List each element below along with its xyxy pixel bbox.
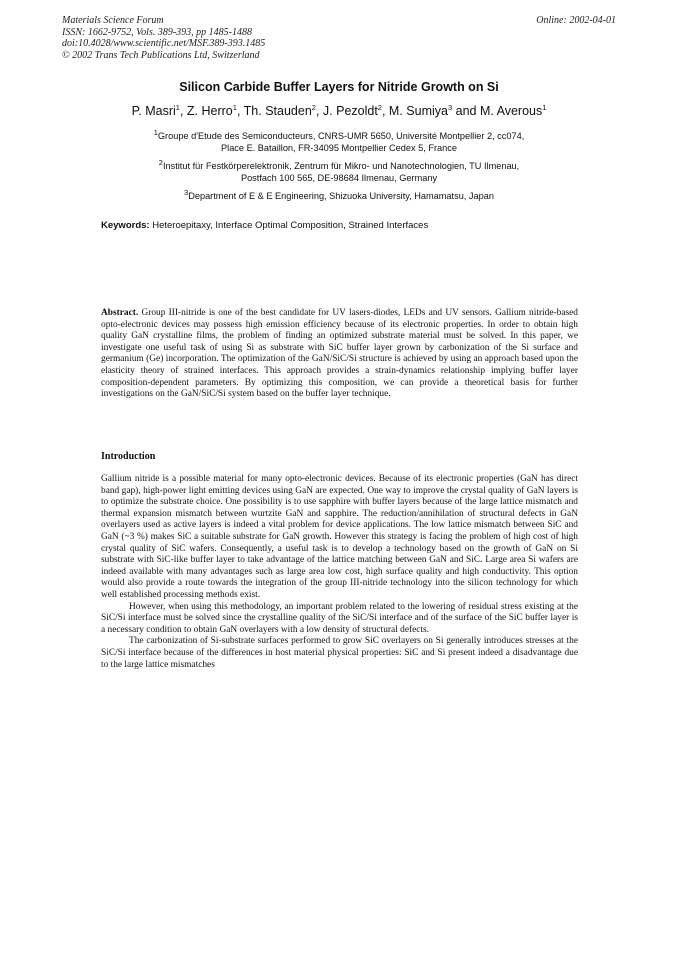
author-affiliation-mark: 1 <box>175 103 180 112</box>
author-affiliation-mark: 1 <box>542 103 547 112</box>
author-name: Th. Stauden <box>243 104 312 119</box>
affiliation-1 <box>0 127 678 154</box>
abstract <box>101 308 578 401</box>
paper-title: Silicon Carbide Buffer Layers for Nitride Growth on Si <box>179 80 499 94</box>
author-affiliation-mark: 2 <box>377 103 382 112</box>
online-date: Online: 2002-04-01 <box>536 15 616 26</box>
author-affiliation-mark: 3 <box>447 103 453 112</box>
affiliation-line: Place E. Bataillon, FR-34095 Montpellier Cedex 5, France <box>221 143 457 154</box>
paragraph: The carbonization of Si-substrate surfaces performed to grow SiC overlayers on Si generally introduces stresses at the SiC/Si interface because of the differences in host material physical properties: SiC and Si present indeed a disadvantage due to the large lattice mismatches <box>101 636 578 670</box>
journal-name: Materials Science Forum <box>62 15 164 26</box>
affiliation-number: 3 <box>184 188 189 197</box>
introduction-body <box>101 474 578 671</box>
section-heading-introduction: Introduction <box>101 451 156 462</box>
abstract-label: Abstract. <box>101 308 139 318</box>
author-name: M. Sumiya <box>388 104 448 119</box>
keywords-label: Keywords: <box>101 220 150 231</box>
affiliation-line: Institut für Festkörperelektronik, Zentrum für Mikro- und Nanotechnologien, TU Ilmenau, <box>162 161 520 172</box>
paragraph: However, when using this methodology, an important problem related to the lowering of residual stress existing at the SiC/Si interface must be solved since the crystalline quality of the SiC/Si interface and of the surface of the SiC buffer layer is a necessary condition to obtain GaN overlayers with a low density of structural defects. <box>101 601 578 635</box>
affiliation-2 <box>0 157 678 184</box>
affiliation-number: 2 <box>158 158 163 167</box>
author-separator: , <box>315 104 323 119</box>
abstract-text: Group III-nitride is one of the best candidate for UV lasers-diodes, LEDs and UV sensors. Gallium nitride-based opto-electronic devices may possess high emission efficiency because of its electronic properties. In order to obtain high quality GaN crystalline films, the problem of finding an optimized substrate material must be solved. In this paper, we investigate one useful task of using Si as substrate with SiC buffer layer grown by carbonization of the Si surface and germanium (Ge) incorporation. The optimization of the GaN/SiC/Si structure is achieved by using an approach based upon the elasticity theory of strained interfaces. This approach provides a strain-dynamics relationship implying buffer layer composition-dependent parameters. By optimizing this composition, we can provide a theoretical basis for further investigations on the GaN/SiC/Si system based on the buffer layer technique. <box>101 308 578 400</box>
author-separator: and <box>452 104 480 119</box>
author-name: J. Pezoldt <box>322 104 378 119</box>
doi-line: doi:10.4028/www.scientific.net/MSF.389-393.1485 <box>62 38 266 49</box>
issn-line: ISSN: 1662-9752, Vols. 389-393, pp 1485-1488 <box>62 26 252 38</box>
author-separator: , <box>236 104 244 119</box>
journal-header <box>62 15 265 61</box>
keywords <box>101 220 581 231</box>
affiliation-line: Groupe d'Etude des Semiconducteurs, CNRS-UMR 5650, Université Montpellier 2, cc074, <box>157 131 525 142</box>
affiliation-3 <box>0 187 678 202</box>
author-name: P. Masri <box>131 104 176 119</box>
affiliation-line: Department of E & E Engineering, Shizuoka University, Hamamatsu, Japan <box>188 191 494 202</box>
copyright-line: © 2002 Trans Tech Publications Ltd, Switzerland <box>62 49 260 61</box>
author-name: Z. Herro <box>186 104 233 119</box>
author-list <box>0 103 678 118</box>
author-name: M. Averous <box>479 104 543 119</box>
author-separator: , <box>179 104 187 119</box>
paragraph: Gallium nitride is a possible material for many opto-electronic devices. Because of its electronic properties (GaN has direct band gap), high-power light emitting devices using GaN are expected. One way to improve the crystal quality of GaN layers is to optimize the substrate choice. One possibility is to use sapphire with buffer layers because of the large lattice mismatch and thermal expansion mismatch between wurtzite GaN and sapphire. The reduction/annihilation of structural defects in GaN overlayers used as active layers is indeed a vital problem for device applications. The low lattice mismatch between SiC and GaN (~3 %) makes SiC a suitable substrate for GaN growth. However this strategy is facing the problem of high cost of high crystal quality of SiC wafers. Consequently, a useful task is to develop a technology based on the growth of GaN on Si substrate with SiC-like buffer layer to take advantage of the lattice matching between GaN and SiC. Large area Si wafers are indeed available with many advantages such as large area low cost, high surface quality and high conductivity. This option would also provide a route towards the integration of the group III-nitride technology into the silicon technology for which well established processing methods exist. <box>101 474 578 600</box>
keywords-text: Heteroepitaxy, Interface Optimal Composition, Strained Interfaces <box>149 220 429 231</box>
affiliation-number: 1 <box>153 128 158 137</box>
author-affiliation-mark: 2 <box>311 103 316 112</box>
affiliation-line: Postfach 100 565, DE-98684 Ilmenau, Germany <box>240 173 438 184</box>
author-affiliation-mark: 1 <box>232 103 237 112</box>
author-separator: , <box>381 104 389 119</box>
